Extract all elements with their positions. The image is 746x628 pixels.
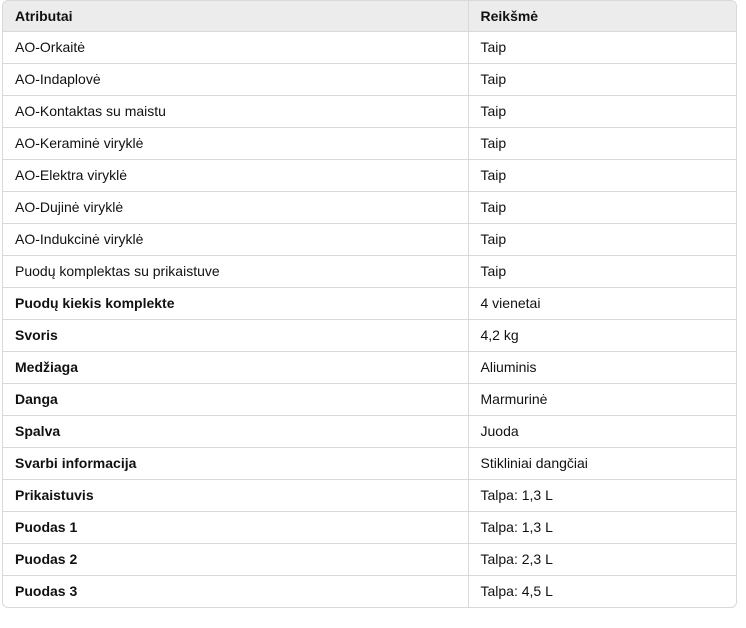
table-row: [3, 127, 736, 159]
value-cell: 4 vienetai: [468, 287, 736, 319]
attribute-cell: Puodų komplektas su prikaistuve: [3, 255, 468, 287]
table-row: [3, 447, 736, 479]
value-cell: Taip: [468, 159, 736, 191]
table-row: [3, 287, 736, 319]
value-cell: 4,2 kg: [468, 319, 736, 351]
header-attribute: Atributai: [3, 1, 468, 31]
attribute-cell: Puodų kiekis komplekte: [3, 287, 468, 319]
table-row: [3, 159, 736, 191]
attribute-cell: AO-Kontaktas su maistu: [3, 95, 468, 127]
table-row: [3, 479, 736, 511]
attribute-cell: Medžiaga: [3, 351, 468, 383]
value-cell: Taip: [468, 127, 736, 159]
value-cell: Taip: [468, 95, 736, 127]
attribute-cell: Puodas 1: [3, 511, 468, 543]
attribute-cell: Svoris: [3, 319, 468, 351]
header-value: Reikšmė: [468, 1, 736, 31]
table-row: [3, 319, 736, 351]
attributes-table-container: [2, 0, 737, 608]
table-row: [3, 95, 736, 127]
attribute-cell: AO-Elektra viryklė: [3, 159, 468, 191]
table-row: [3, 31, 736, 63]
table-row: [3, 351, 736, 383]
table-row: [3, 543, 736, 575]
attribute-cell: AO-Indaplovė: [3, 63, 468, 95]
value-cell: Stikliniai dangčiai: [468, 447, 736, 479]
table-row: [3, 223, 736, 255]
value-cell: Talpa: 1,3 L: [468, 511, 736, 543]
value-cell: Talpa: 4,5 L: [468, 575, 736, 607]
attribute-cell: Svarbi informacija: [3, 447, 468, 479]
value-cell: Talpa: 2,3 L: [468, 543, 736, 575]
attribute-cell: Prikaistuvis: [3, 479, 468, 511]
table-header-row: [3, 1, 736, 31]
table-row: [3, 191, 736, 223]
attribute-cell: AO-Indukcinė viryklė: [3, 223, 468, 255]
table-row: [3, 383, 736, 415]
value-cell: Talpa: 1,3 L: [468, 479, 736, 511]
value-cell: Aliuminis: [468, 351, 736, 383]
attributes-table: [3, 1, 736, 607]
value-cell: Taip: [468, 191, 736, 223]
value-cell: Taip: [468, 223, 736, 255]
value-cell: Taip: [468, 63, 736, 95]
table-row: [3, 575, 736, 607]
attribute-cell: Spalva: [3, 415, 468, 447]
value-cell: Taip: [468, 31, 736, 63]
attribute-cell: Puodas 2: [3, 543, 468, 575]
attribute-cell: AO-Orkaitė: [3, 31, 468, 63]
attribute-cell: AO-Dujinė viryklė: [3, 191, 468, 223]
value-cell: Juoda: [468, 415, 736, 447]
value-cell: Marmurinė: [468, 383, 736, 415]
table-body: [3, 31, 736, 607]
value-cell: Taip: [468, 255, 736, 287]
table-row: [3, 511, 736, 543]
attribute-cell: Puodas 3: [15, 583, 78, 600]
attribute-cell: AO-Keraminė viryklė: [3, 127, 468, 159]
table-row: [3, 415, 736, 447]
attribute-cell: Danga: [3, 383, 468, 415]
table-row: [3, 63, 736, 95]
table-row: [3, 255, 736, 287]
